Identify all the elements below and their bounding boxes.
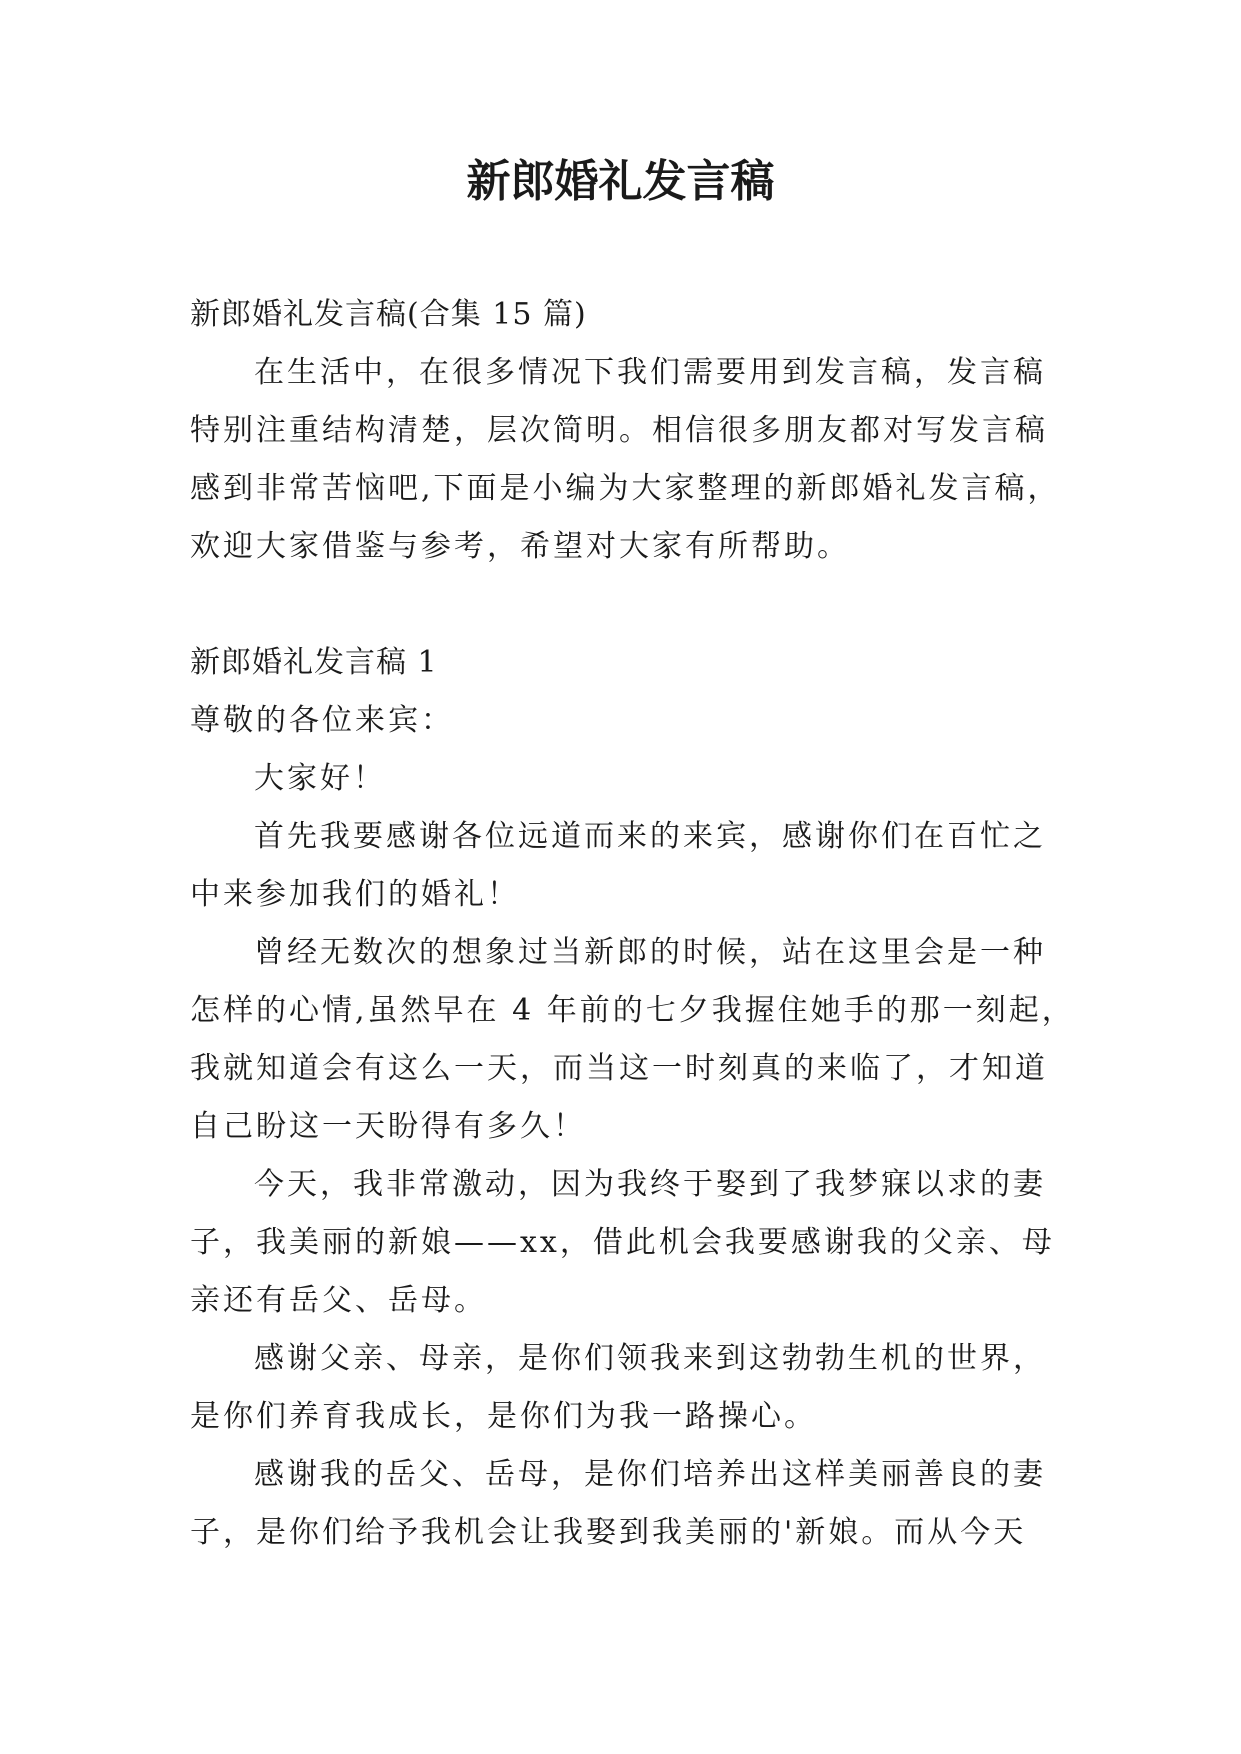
paragraph-spacer: [190, 576, 1060, 634]
text-line: 子，我美丽的新娘——xx，借此机会我要感谢我的父亲、母: [190, 1225, 1055, 1260]
document-subtitle: 新郎婚礼发言稿(合集 15 篇): [190, 297, 587, 332]
text-line: 自己盼这一天盼得有多久！: [190, 1109, 586, 1144]
text-line: 在生活中，在很多情况下我们需要用到发言稿，发言稿: [254, 355, 1046, 390]
text-line: 怎样的心情,虽然早在 4 年前的七夕我握住她手的那一刻起，: [190, 993, 1075, 1028]
text-line: 亲还有岳父、岳母。: [190, 1283, 487, 1318]
document-title: 新郎婚礼发言稿: [466, 156, 775, 207]
text-line: 子，是你们给予我机会让我娶到我美丽的'新娘。而从今天: [190, 1515, 1027, 1550]
document-body: [190, 286, 1075, 1562]
paragraph-1: [190, 808, 1060, 924]
paragraph-5: [190, 1446, 1060, 1562]
text-line: 感到非常苦恼吧,下面是小编为大家整理的新郎婚礼发言稿，: [190, 471, 1061, 506]
paragraph-4: [190, 1330, 1060, 1446]
text-line: 首先我要感谢各位远道而来的来宾，感谢你们在百忙之: [254, 819, 1046, 854]
text-line: 中来参加我们的婚礼！: [190, 877, 520, 912]
text-line: 欢迎大家借鉴与参考，希望对大家有所帮助。: [190, 529, 850, 564]
paragraph-2: [190, 924, 1075, 1156]
text-line: 感谢父亲、母亲，是你们领我来到这勃勃生机的世界，: [254, 1341, 1046, 1376]
salutation: 尊敬的各位来宾：: [190, 703, 454, 738]
text-line: 是你们养育我成长，是你们为我一路操心。: [190, 1399, 817, 1434]
text-line: 特别注重结构清楚，层次简明。相信很多朋友都对写发言稿: [190, 413, 1048, 448]
paragraph-3: [190, 1156, 1060, 1330]
text-line: 我就知道会有这么一天，而当这一时刻真的来临了，才知道: [190, 1051, 1048, 1086]
section-heading: 新郎婚礼发言稿 1: [190, 645, 438, 680]
intro-paragraph: [190, 344, 1060, 576]
text-line: 曾经无数次的想象过当新郎的时候，站在这里会是一种: [254, 935, 1046, 970]
text-line: 今天，我非常激动，因为我终于娶到了我梦寐以求的妻: [254, 1167, 1046, 1202]
greeting: 大家好！: [254, 761, 386, 796]
text-line: 感谢我的岳父、岳母，是你们培养出这样美丽善良的妻: [254, 1457, 1046, 1492]
